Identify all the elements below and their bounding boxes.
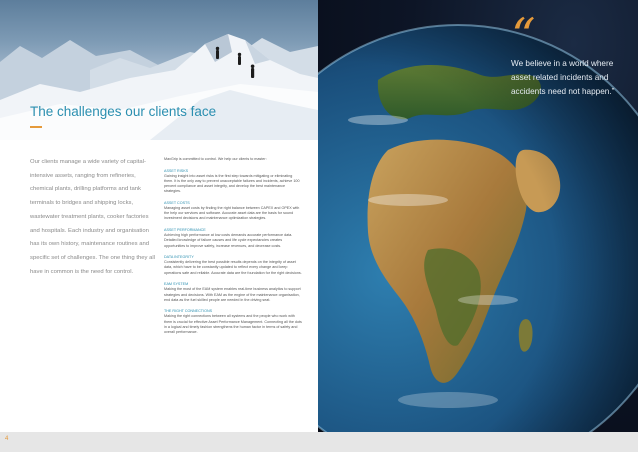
section-heading: ASSET PERFORMANCE bbox=[164, 227, 206, 232]
page-number: 4 bbox=[5, 436, 9, 442]
section-heading: ASSET RISKS bbox=[164, 168, 189, 173]
quote-mark-icon: “ bbox=[511, 8, 536, 64]
section-body: Consistently delivering the best possible results depends on the integrity of asset data, which have to be constantly updated to reflect every change and keep operations safe and reliable. Accurate data are the foundation for the right decisions. bbox=[164, 260, 302, 275]
section-asset-risks bbox=[164, 169, 302, 195]
section-right-connections bbox=[164, 309, 302, 335]
section-heading: EAM SYSTEM bbox=[164, 282, 189, 287]
section-body: Making the most of the EAM system enables real-time business analytics to support strategies and decisions. With EAM as the engine of the maintenance organisation, end data as the fuel skilled people are needed in the driving seat. bbox=[164, 287, 301, 302]
footer-bar bbox=[0, 432, 638, 452]
section-asset-performance bbox=[164, 228, 302, 249]
section-body: MaxGrip is committed to control. We help our clients to master: bbox=[164, 157, 267, 161]
section-eam-system bbox=[164, 282, 302, 303]
section-heading: DATA INTEGRITY bbox=[164, 255, 194, 260]
title-underline bbox=[30, 126, 42, 128]
section-asset-costs bbox=[164, 201, 302, 222]
challenges-column bbox=[164, 157, 302, 342]
section-heading: THE RIGHT CONNECTIONS bbox=[164, 309, 213, 314]
section-data-integrity bbox=[164, 255, 302, 276]
page-title: The challenges our clients face bbox=[30, 104, 217, 119]
section-0 bbox=[164, 157, 302, 162]
section-heading: ASSET COSTS bbox=[164, 200, 190, 205]
section-body: Gaining insight into asset risks is the first step towards mitigating or eliminating them. It is the only way to prevent unacceptable failures and incidents, achieve 100 percent compliance and asset integrity, and develop the best maintenance strategies. bbox=[164, 173, 300, 194]
intro-paragraph: Our clients manage a wide variety of capital-intensive assets, ranging from refineries, chemical plants, drilling platforms and tank terminals to bridges and shipping locks, wastewater treatment plants, cooker factories and hospitals. Each industry and organisation has its own history, maintenance routines and specific set of challenges. The one thing they all have in common is the need for control. bbox=[30, 159, 155, 275]
section-body: Managing asset costs by finding the right balance between CAPEX and OPEX with the help our services and software. Accurate asset data are the basis for sound investment decisions and maintenance optimization strategies. bbox=[164, 206, 300, 221]
section-body: Making the right connections between all systems and the people who work with them is crucial for effective Asset Performance Management. Connecting all the dots in a logical and timely fashion strengthens the human factor in terms of safety and overall performance. bbox=[164, 314, 302, 335]
pull-quote: We believe in a world where asset related incidents and accidents need not happen.” bbox=[511, 59, 615, 97]
mountain-photo bbox=[0, 0, 318, 140]
section-body: Achieving high performance at low costs demands accurate performance data. Detailed knowledge of failure causes and life cycle expectancies creates opportunities to improve safety, increase revenues, and decrease costs. bbox=[164, 233, 293, 248]
